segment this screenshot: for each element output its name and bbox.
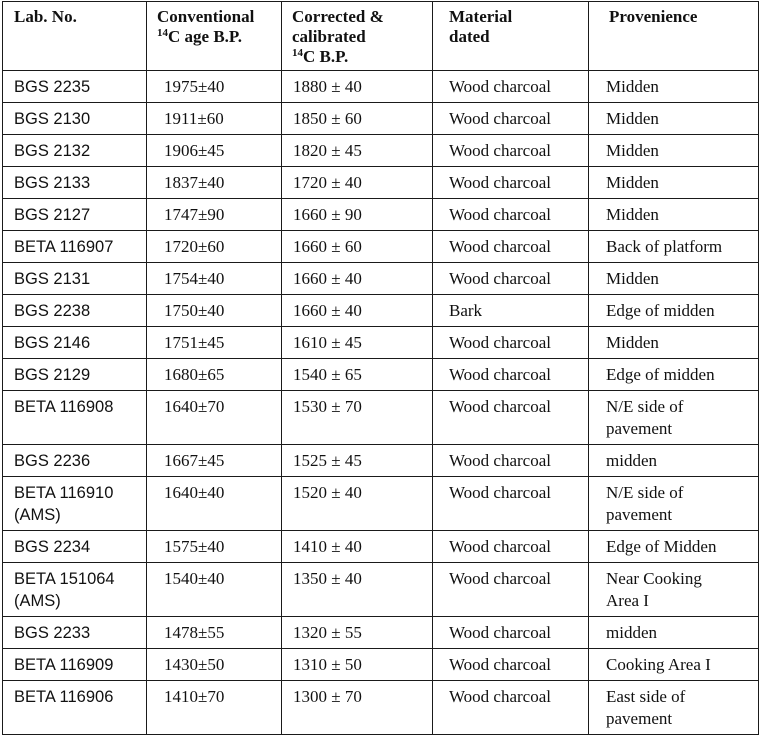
table-row [3, 295, 759, 327]
cell-provenience: Midden [589, 71, 759, 103]
table-row [3, 531, 759, 563]
cell-lab-no: BGS 2129 [3, 359, 147, 391]
table-row [3, 167, 759, 199]
cell-conventional-age: 1575±40 [147, 531, 282, 563]
cell-provenience: Midden [589, 103, 759, 135]
cell-lab-no: BGS 2235 [3, 71, 147, 103]
cell-provenience: East side of pavement [589, 681, 759, 735]
header-corrected-calibrated: Corrected & calibrated $^{14}$C B.P. [282, 2, 433, 71]
cell-material: Wood charcoal [433, 71, 589, 103]
table-row [3, 231, 759, 263]
cell-conventional-age: 1720±60 [147, 231, 282, 263]
cell-material: Wood charcoal [433, 563, 589, 617]
cell-calibrated-age: 1660 ± 60 [282, 231, 433, 263]
table-row [3, 649, 759, 681]
header-material-dated: Material dated [433, 2, 589, 71]
cell-material: Wood charcoal [433, 531, 589, 563]
cell-calibrated-age: 1880 ± 40 [282, 71, 433, 103]
cell-conventional-age: 1667±45 [147, 445, 282, 477]
cell-calibrated-age: 1520 ± 40 [282, 477, 433, 531]
cell-material: Wood charcoal [433, 135, 589, 167]
cell-lab-no: BGS 2234 [3, 531, 147, 563]
cell-material: Wood charcoal [433, 327, 589, 359]
cell-calibrated-age: 1660 ± 40 [282, 263, 433, 295]
cell-conventional-age: 1751±45 [147, 327, 282, 359]
cell-provenience: Near Cooking Area I [589, 563, 759, 617]
cell-provenience: N/E side of pavement [589, 477, 759, 531]
cell-provenience: midden [589, 617, 759, 649]
cell-calibrated-age: 1320 ± 55 [282, 617, 433, 649]
cell-conventional-age: 1540±40 [147, 563, 282, 617]
cell-material: Wood charcoal [433, 477, 589, 531]
header-provenience: Provenience [589, 2, 759, 71]
cell-provenience: Back of platform [589, 231, 759, 263]
table-row [3, 263, 759, 295]
cell-calibrated-age: 1525 ± 45 [282, 445, 433, 477]
cell-calibrated-age: 1300 ± 70 [282, 681, 433, 735]
cell-lab-no: BGS 2127 [3, 199, 147, 231]
radiocarbon-dates-table [2, 1, 759, 735]
cell-provenience: Midden [589, 167, 759, 199]
cell-lab-no: BGS 2233 [3, 617, 147, 649]
cell-provenience: Edge of Midden [589, 531, 759, 563]
table-row [3, 135, 759, 167]
table-row [3, 327, 759, 359]
cell-material: Wood charcoal [433, 263, 589, 295]
cell-provenience: Edge of midden [589, 359, 759, 391]
cell-material: Wood charcoal [433, 103, 589, 135]
header-lab-no: Lab. No. [3, 2, 147, 71]
cell-material: Wood charcoal [433, 167, 589, 199]
cell-provenience: N/E side of pavement [589, 391, 759, 445]
cell-calibrated-age: 1410 ± 40 [282, 531, 433, 563]
cell-lab-no: BGS 2146 [3, 327, 147, 359]
cell-provenience: Midden [589, 199, 759, 231]
cell-calibrated-age: 1610 ± 45 [282, 327, 433, 359]
cell-conventional-age: 1747±90 [147, 199, 282, 231]
cell-lab-no: BETA 116910 (AMS) [3, 477, 147, 531]
cell-material: Wood charcoal [433, 445, 589, 477]
cell-material: Wood charcoal [433, 231, 589, 263]
cell-conventional-age: 1911±60 [147, 103, 282, 135]
cell-conventional-age: 1975±40 [147, 71, 282, 103]
header-conventional-age: Conventional $^{14}$C age B.P. [147, 2, 282, 71]
table-row [3, 445, 759, 477]
cell-lab-no: BGS 2130 [3, 103, 147, 135]
cell-lab-no: BETA 116909 [3, 649, 147, 681]
cell-material: Wood charcoal [433, 617, 589, 649]
table-row [3, 71, 759, 103]
cell-provenience: Edge of midden [589, 295, 759, 327]
cell-conventional-age: 1906±45 [147, 135, 282, 167]
cell-conventional-age: 1410±70 [147, 681, 282, 735]
cell-calibrated-age: 1540 ± 65 [282, 359, 433, 391]
table-row [3, 681, 759, 735]
cell-calibrated-age: 1850 ± 60 [282, 103, 433, 135]
cell-calibrated-age: 1530 ± 70 [282, 391, 433, 445]
table-row [3, 617, 759, 649]
cell-lab-no: BGS 2238 [3, 295, 147, 327]
cell-provenience: Midden [589, 135, 759, 167]
table-row [3, 563, 759, 617]
cell-conventional-age: 1640±70 [147, 391, 282, 445]
table-row [3, 103, 759, 135]
header-row [3, 2, 759, 71]
cell-material: Wood charcoal [433, 391, 589, 445]
cell-material: Bark [433, 295, 589, 327]
cell-lab-no: BGS 2132 [3, 135, 147, 167]
table-row [3, 199, 759, 231]
cell-calibrated-age: 1660 ± 40 [282, 295, 433, 327]
cell-conventional-age: 1640±40 [147, 477, 282, 531]
cell-lab-no: BGS 2131 [3, 263, 147, 295]
cell-calibrated-age: 1820 ± 45 [282, 135, 433, 167]
table-row [3, 477, 759, 531]
cell-material: Wood charcoal [433, 681, 589, 735]
cell-material: Wood charcoal [433, 649, 589, 681]
cell-calibrated-age: 1720 ± 40 [282, 167, 433, 199]
cell-lab-no: BETA 116907 [3, 231, 147, 263]
cell-conventional-age: 1478±55 [147, 617, 282, 649]
cell-provenience: Midden [589, 263, 759, 295]
cell-lab-no: BGS 2236 [3, 445, 147, 477]
cell-provenience: midden [589, 445, 759, 477]
cell-calibrated-age: 1350 ± 40 [282, 563, 433, 617]
cell-provenience: Midden [589, 327, 759, 359]
cell-lab-no: BGS 2133 [3, 167, 147, 199]
cell-calibrated-age: 1310 ± 50 [282, 649, 433, 681]
table-row [3, 391, 759, 445]
cell-conventional-age: 1750±40 [147, 295, 282, 327]
cell-material: Wood charcoal [433, 199, 589, 231]
cell-calibrated-age: 1660 ± 90 [282, 199, 433, 231]
cell-conventional-age: 1680±65 [147, 359, 282, 391]
cell-lab-no: BETA 151064 (AMS) [3, 563, 147, 617]
cell-material: Wood charcoal [433, 359, 589, 391]
cell-lab-no: BETA 116906 [3, 681, 147, 735]
cell-lab-no: BETA 116908 [3, 391, 147, 445]
table-row [3, 359, 759, 391]
cell-conventional-age: 1430±50 [147, 649, 282, 681]
cell-provenience: Cooking Area I [589, 649, 759, 681]
cell-conventional-age: 1837±40 [147, 167, 282, 199]
cell-conventional-age: 1754±40 [147, 263, 282, 295]
